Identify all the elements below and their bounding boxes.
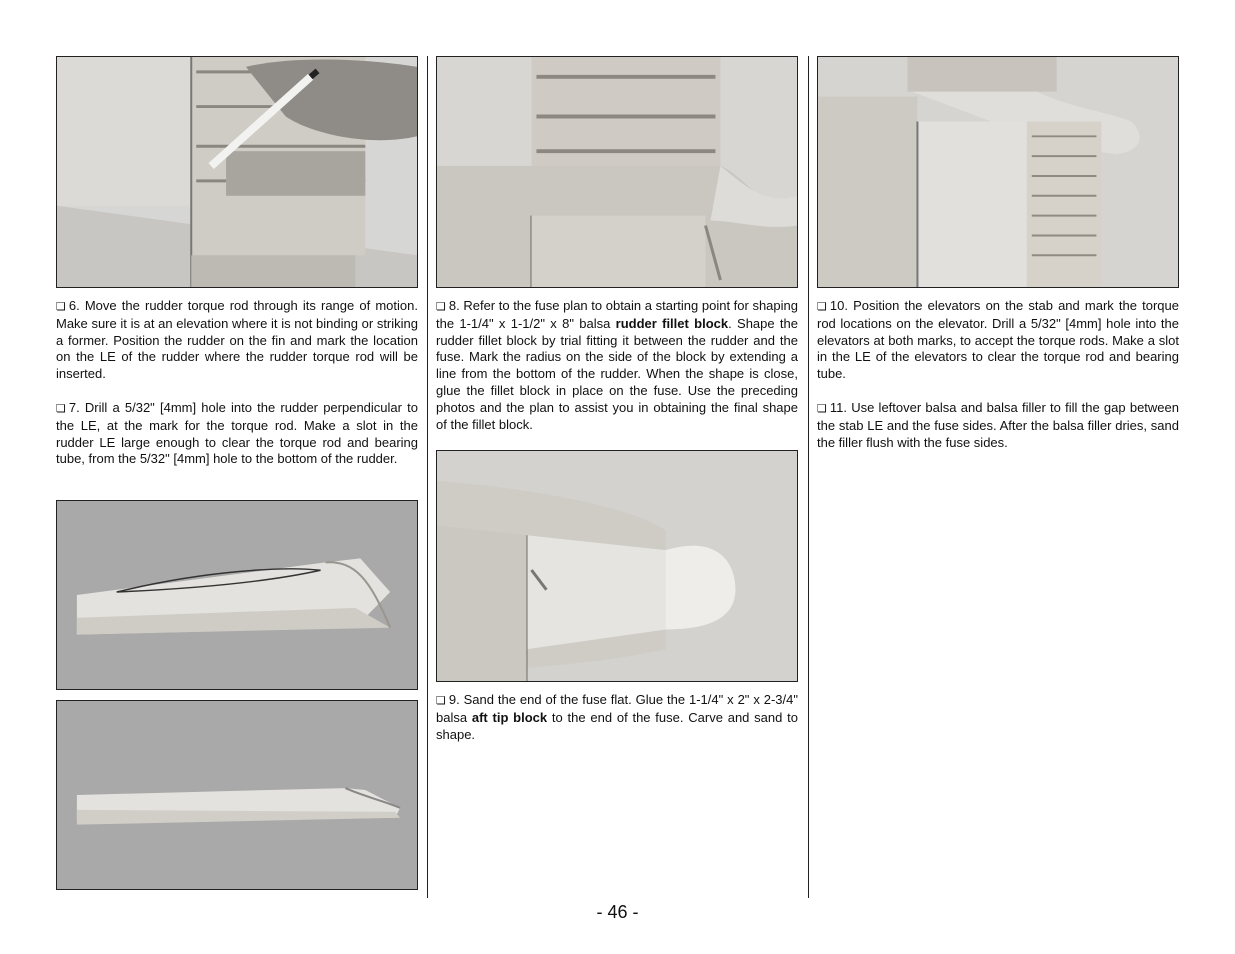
column-right	[817, 56, 1179, 451]
checkbox-icon[interactable]: ❏	[817, 300, 827, 313]
aft-tip-block-term: aft tip block	[471, 709, 548, 725]
photo-rudder-torque-rod	[56, 56, 418, 288]
step-7-body: 7. Drill a 5/32" [4mm] hole into the rudder perpendicular to the LE, at the mark for the torque rod. Make a slot in the rudder LE large enough to clear the torque rod and bearing tube, from the 5/32" [4mm] hole to the bottom of the rudder.	[56, 399, 418, 467]
step-9-body-b: to the end of the fuse. Carve and sand to shape.	[436, 709, 798, 742]
step-10-body: 10. Position the elevators on the stab and mark the torque rod locations on the elevator. Drill a 5/32" [4mm] hole into the elevators at both marks, to accept the torque rods. Make a slot in the LE of the elevators to clear the torque rod and bearing tube.	[817, 298, 1179, 382]
step-9-body-a: 9. Sand the end of the fuse flat. Glue the 1-1/4" x 2" x 2-3/4" balsa	[436, 692, 798, 725]
checkbox-icon[interactable]: ❏	[436, 694, 446, 707]
step-7-text	[56, 400, 418, 468]
step-11-body: 11. Use leftover balsa and balsa filler to fill the gap between the stab LE and the fuse sides. After the balsa filler dries, sand the filler flush with the fuse sides.	[817, 399, 1179, 450]
checkbox-icon[interactable]: ❏	[56, 401, 66, 415]
photo-fillet-block-marked	[56, 500, 418, 690]
step-8-text	[436, 298, 798, 433]
step-8-body-a: 8. Refer to the fuse plan to obtain a starting point for shaping the 1-1/4" x 1-1/2" x 8" balsa	[436, 298, 798, 331]
page-number: - 46 -	[596, 902, 639, 922]
column-left	[56, 56, 418, 468]
step-8-body-b: . Shape the rudder fillet block by trial fitting it between the rudder and the fuse. Mark the radius on the side of the block by extending a line from the bottom of the rudder. When the shape is close, glue the fillet block in place on the fuse. Use the preceding photos and the plan to assist you in obtaining the final shape of the fillet block.	[436, 315, 798, 432]
photo-elevators-on-stab	[817, 56, 1179, 288]
photo-fillet-block-shaped	[56, 700, 418, 890]
column-middle	[436, 56, 798, 742]
column-divider-right	[808, 56, 809, 898]
photo-rudder-fillet-fitted	[436, 56, 798, 288]
step-6-body: 6. Move the rudder torque rod through its range of motion. Make sure it is at an elevation where it is not binding or striking a former. Position the rudder on the fin and mark the location on the LE of the rudder where the rudder torque rod will be inserted.	[56, 298, 418, 382]
checkbox-icon[interactable]: ❏	[56, 300, 66, 313]
step-10-text	[817, 298, 1179, 383]
step-11-text	[817, 400, 1179, 451]
photo-aft-tip-block	[436, 450, 798, 682]
rudder-fillet-block-term: rudder fillet block	[615, 315, 729, 331]
step-9-text	[436, 692, 798, 743]
checkbox-icon[interactable]: ❏	[436, 300, 446, 313]
step-6-text	[56, 298, 418, 383]
checkbox-icon[interactable]: ❏	[817, 401, 827, 415]
column-divider-left	[427, 56, 428, 898]
